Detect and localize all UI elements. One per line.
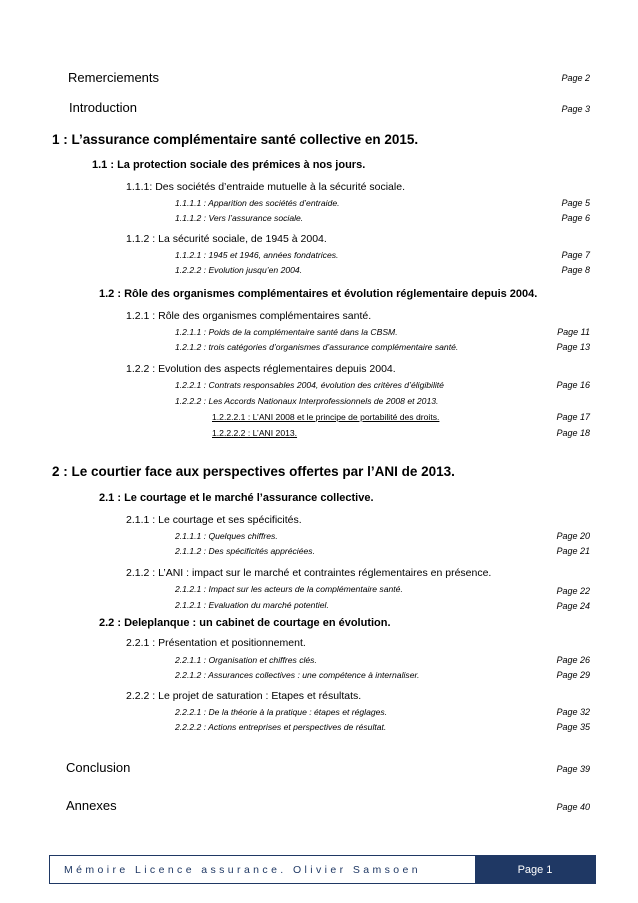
section-1-2-title: 1.2 : Rôle des organismes complémentaires et évolution réglementaire depuis 2004.: [99, 288, 538, 300]
toc-page-number: Page 20: [556, 531, 590, 541]
subsection-2-2-1-title: 2.2.1 : Présentation et positionnement.: [126, 637, 306, 649]
toc-item: 2.2.1.2 : Assurances collectives : une compétence à internaliser.: [175, 670, 420, 680]
toc-page-number: Page 11: [557, 327, 590, 337]
toc-page-number: Page 17: [556, 412, 590, 422]
page-footer: [49, 855, 596, 884]
subsection-1-1-2-title: 1.1.2 : La sécurité sociale, de 1945 à 2004.: [126, 233, 327, 245]
toc-item: 2.2.2.1 : De la théorie à la pratique : étapes et réglages.: [175, 707, 388, 717]
toc-item: 1.2.1.2 : trois catégories d’organismes d’assurance complémentaire santé.: [175, 342, 459, 352]
toc-item: 2.2.1.1 : Organisation et chiffres clés.: [175, 655, 317, 665]
toc-item: 1.2.2.2 : Evolution jusqu’en 2004.: [175, 265, 303, 275]
toc-page-number: Page 32: [556, 707, 590, 717]
toc-item: 2.2.2.2 : Actions entreprises et perspectives de résultat.: [175, 722, 387, 732]
subsection-2-1-2-title: 2.1.2 : L’ANI : impact sur le marché et contraintes réglementaires en présence.: [126, 567, 492, 579]
section-2-2-title: 2.2 : Deleplanque : un cabinet de courtage en évolution.: [99, 617, 391, 629]
toc-remerciements: Remerciements: [68, 70, 160, 85]
toc-item: 2.1.1.2 : Des spécificités appréciées.: [175, 546, 315, 556]
chapter-1-title: 1 : L’assurance complémentaire santé collective en 2015.: [52, 132, 419, 147]
toc-page-number: Page 26: [556, 655, 590, 665]
toc-page-number: Page 13: [556, 342, 590, 352]
toc-page-number: Page 29: [556, 670, 590, 680]
toc-page-number: Page 5: [561, 198, 590, 208]
toc-annexes: Annexes: [66, 798, 117, 813]
toc-item: 1.2.2.2.1 : L’ANI 2008 et le principe de portabilité des droits.: [212, 412, 440, 422]
toc-page-number: Page 3: [561, 104, 590, 114]
toc-item: 2.1.1.1 : Quelques chiffres.: [175, 531, 278, 541]
toc-page-number: Page 16: [556, 380, 590, 390]
toc-item: 1.2.2.2 : Les Accords Nationaux Interprofessionnels de 2008 et 2013.: [175, 396, 439, 406]
toc-page-number: Page 18: [556, 428, 590, 438]
toc-page-number: Page 21: [556, 546, 590, 556]
subsection-2-2-2-title: 2.2.2 : Le projet de saturation : Etapes et résultats.: [126, 690, 362, 702]
toc-item: 1.2.2.2.2 : L’ANI 2013.: [212, 428, 298, 438]
toc-page-number: Page 24: [556, 601, 590, 611]
subsection-1-1-1-title: 1.1.1: Des sociétés d’entraide mutuelle à la sécurité sociale.: [126, 181, 405, 193]
toc-page-number: Page 22: [556, 586, 590, 596]
toc-introduction: Introduction: [69, 100, 137, 115]
subsection-1-2-1-title: 1.2.1 : Rôle des organismes complémentaires santé.: [126, 310, 372, 322]
toc-item: 2.1.2.1 : Impact sur les acteurs de la complémentaire santé.: [175, 584, 403, 594]
footer-page-number: Page 1: [475, 856, 595, 883]
toc-item: 1.1.1.2 : Vers l’assurance sociale.: [175, 213, 304, 223]
toc-item: 1.2.2.1 : Contrats responsables 2004, évolution des critères d’éligibilité: [175, 380, 444, 390]
toc-page-number: Page 35: [556, 722, 590, 732]
toc-page-number: Page 40: [556, 802, 590, 812]
chapter-2-title: 2 : Le courtier face aux perspectives offertes par l’ANI de 2013.: [52, 464, 455, 479]
toc-conclusion: Conclusion: [66, 760, 131, 775]
toc-item: 1.1.1.1 : Apparition des sociétés d’entraide.: [175, 198, 340, 208]
toc-page-number: Page 2: [561, 73, 590, 83]
toc-item: 1.2.1.1 : Poids de la complémentaire santé dans la CBSM.: [175, 327, 398, 337]
toc-page-number: Page 6: [561, 213, 590, 223]
toc-page-number: Page 39: [556, 764, 590, 774]
toc-item: 1.1.2.1 : 1945 et 1946, années fondatrices.: [175, 250, 339, 260]
subsection-2-1-1-title: 2.1.1 : Le courtage et ses spécificités.: [126, 514, 302, 526]
toc-item: 2.1.2.1 : Evaluation du marché potentiel.: [175, 600, 329, 610]
subsection-1-2-2-title: 1.2.2 : Evolution des aspects réglementaires depuis 2004.: [126, 363, 396, 375]
section-1-1-title: 1.1 : La protection sociale des prémices à nos jours.: [92, 159, 366, 171]
toc-page-number: Page 8: [561, 265, 590, 275]
footer-title: Mémoire Licence assurance. Olivier Samsoen: [64, 863, 421, 876]
toc-page-number: Page 7: [561, 250, 590, 260]
section-2-1-title: 2.1 : Le courtage et le marché l’assurance collective.: [99, 492, 374, 504]
